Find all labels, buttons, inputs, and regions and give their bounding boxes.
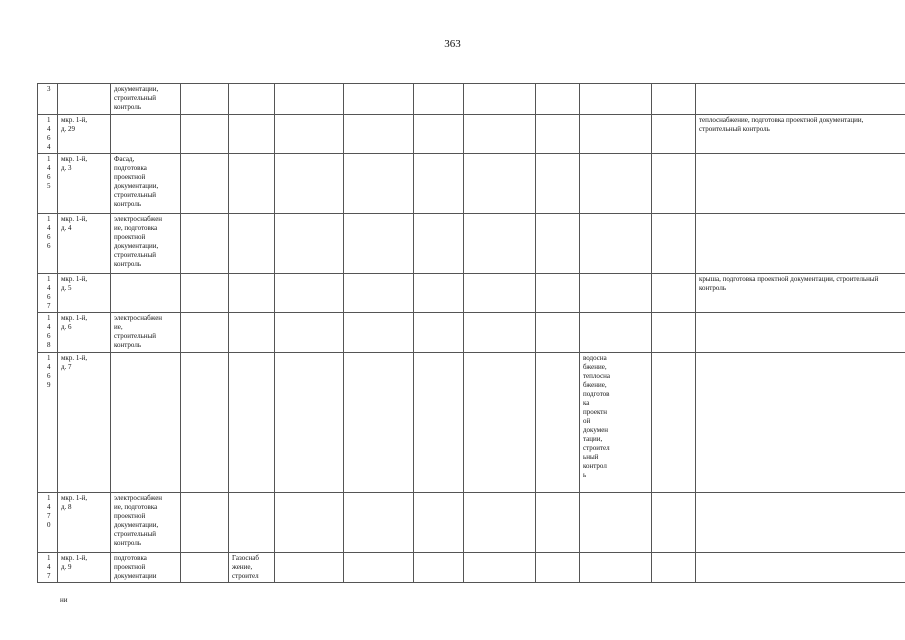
work-type-cell: теплоснабжение, подготовка проектной документации, строительный контроль — [696, 115, 905, 154]
table-cell — [344, 313, 414, 353]
table-cell — [652, 313, 696, 353]
footnote-fragment: ни — [60, 596, 68, 604]
work-type-cell: Газоснаб жение, строител — [229, 553, 275, 583]
table-cell — [275, 84, 344, 115]
table-cell — [181, 493, 229, 553]
row-number-cell: 1 4 6 9 — [38, 353, 58, 493]
row-number-cell: 1 4 6 5 — [38, 154, 58, 214]
table-cell — [275, 115, 344, 154]
table-cell — [344, 214, 414, 274]
work-type-cell: крыша, подготовка проектной документации, строительный контроль — [696, 274, 905, 313]
work-type-cell: документации, строительный контроль — [111, 84, 181, 115]
table-cell — [464, 553, 536, 583]
row-number-cell: 1 4 7 — [38, 553, 58, 583]
work-type-cell — [229, 154, 275, 214]
table-row — [38, 115, 905, 154]
work-type-cell — [696, 214, 905, 274]
table-cell — [414, 154, 464, 214]
table-cell — [536, 84, 580, 115]
table-cell — [344, 353, 414, 493]
address-cell: мкр. 1-й, д. 6 — [58, 313, 111, 353]
table-cell — [344, 115, 414, 154]
table-cell — [536, 553, 580, 583]
table-cell — [652, 553, 696, 583]
work-type-cell — [229, 493, 275, 553]
table-cell — [464, 115, 536, 154]
work-type-cell — [580, 493, 652, 553]
table-cell — [652, 115, 696, 154]
work-type-cell — [696, 493, 905, 553]
table-cell — [464, 154, 536, 214]
table-row — [38, 84, 905, 115]
table-cell — [344, 84, 414, 115]
table-cell — [181, 214, 229, 274]
table-cell — [181, 115, 229, 154]
table-cell — [181, 353, 229, 493]
work-type-cell — [580, 313, 652, 353]
table-cell — [536, 274, 580, 313]
table-cell — [181, 313, 229, 353]
row-number-cell: 1 4 7 0 — [38, 493, 58, 553]
work-type-cell — [696, 84, 905, 115]
table-row — [38, 353, 905, 493]
table-cell — [414, 353, 464, 493]
table-cell — [275, 353, 344, 493]
table-cell — [414, 214, 464, 274]
work-type-cell — [229, 84, 275, 115]
table-cell — [652, 154, 696, 214]
table-cell — [414, 115, 464, 154]
address-cell: мкр. 1-й, д. 29 — [58, 115, 111, 154]
page-number: 363 — [444, 38, 461, 50]
work-type-cell — [696, 154, 905, 214]
table-cell — [652, 84, 696, 115]
work-type-cell — [580, 214, 652, 274]
work-type-cell — [229, 353, 275, 493]
address-cell: мкр. 1-й, д. 3 — [58, 154, 111, 214]
work-type-cell — [111, 115, 181, 154]
table-cell — [464, 493, 536, 553]
table-cell — [344, 493, 414, 553]
address-cell: мкр. 1-й, д. 4 — [58, 214, 111, 274]
work-type-cell — [580, 115, 652, 154]
table-cell — [181, 84, 229, 115]
work-type-cell: электроснабжен ие, строительный контроль — [111, 313, 181, 353]
address-cell: мкр. 1-й, д. 7 — [58, 353, 111, 493]
table-cell — [536, 214, 580, 274]
table-cell — [414, 274, 464, 313]
table-cell — [464, 214, 536, 274]
table-cell — [181, 274, 229, 313]
table-row — [38, 274, 905, 313]
work-type-cell — [580, 274, 652, 313]
table-cell — [464, 313, 536, 353]
table-cell — [464, 353, 536, 493]
address-cell: мкр. 1-й, д. 8 — [58, 493, 111, 553]
row-number-cell: 1 4 6 8 — [38, 313, 58, 353]
work-type-cell — [111, 353, 181, 493]
table-cell — [414, 493, 464, 553]
table-cell — [464, 274, 536, 313]
row-number-cell: 1 4 6 6 — [38, 214, 58, 274]
table-cell — [536, 313, 580, 353]
work-type-cell — [229, 214, 275, 274]
table-row — [38, 154, 905, 214]
repair-schedule-table — [37, 83, 905, 583]
row-number-cell: 1 4 6 4 — [38, 115, 58, 154]
table-cell — [181, 553, 229, 583]
table-row — [38, 553, 905, 583]
work-type-cell — [580, 84, 652, 115]
table-row — [38, 493, 905, 553]
work-type-cell: Фасад, подготовка проектной документации, строительный контроль — [111, 154, 181, 214]
table-cell — [275, 214, 344, 274]
table-cell — [275, 274, 344, 313]
table-cell — [536, 493, 580, 553]
table-cell — [414, 313, 464, 353]
table-cell — [344, 553, 414, 583]
table-cell — [652, 274, 696, 313]
table-cell — [275, 553, 344, 583]
work-type-cell — [696, 353, 905, 493]
table-cell — [414, 553, 464, 583]
work-type-cell: электроснабжен ие, подготовка проектной документации, строительный контроль — [111, 214, 181, 274]
table-cell — [275, 493, 344, 553]
table-cell — [344, 154, 414, 214]
work-type-cell — [696, 313, 905, 353]
table-cell — [536, 115, 580, 154]
table-cell — [414, 84, 464, 115]
work-type-cell — [696, 553, 905, 583]
table-cell — [464, 84, 536, 115]
work-type-cell: электроснабжен ие, подготовка проектной документации, строительный контроль — [111, 493, 181, 553]
work-type-cell — [229, 313, 275, 353]
row-number-cell: 3 — [38, 84, 58, 115]
work-type-cell — [580, 553, 652, 583]
work-type-cell — [229, 115, 275, 154]
table-cell — [652, 493, 696, 553]
table-cell — [652, 353, 696, 493]
table-cell — [652, 214, 696, 274]
row-number-cell: 1 4 6 7 — [38, 274, 58, 313]
table-cell — [536, 154, 580, 214]
address-cell: мкр. 1-й, д. 5 — [58, 274, 111, 313]
table-cell — [275, 313, 344, 353]
work-type-cell: водосна бжение, теплосна бжение, подготов ка проектн ой докумен тации, строител ьный контрол ь — [580, 353, 652, 493]
table-cell — [181, 154, 229, 214]
address-cell: мкр. 1-й, д. 9 — [58, 553, 111, 583]
work-type-cell — [111, 274, 181, 313]
table-row — [38, 313, 905, 353]
table-cell — [536, 353, 580, 493]
work-type-cell — [580, 154, 652, 214]
address-cell — [58, 84, 111, 115]
work-type-cell — [229, 274, 275, 313]
table-row — [38, 214, 905, 274]
work-type-cell: подготовка проектной документации — [111, 553, 181, 583]
table-cell — [344, 274, 414, 313]
table-cell — [275, 154, 344, 214]
